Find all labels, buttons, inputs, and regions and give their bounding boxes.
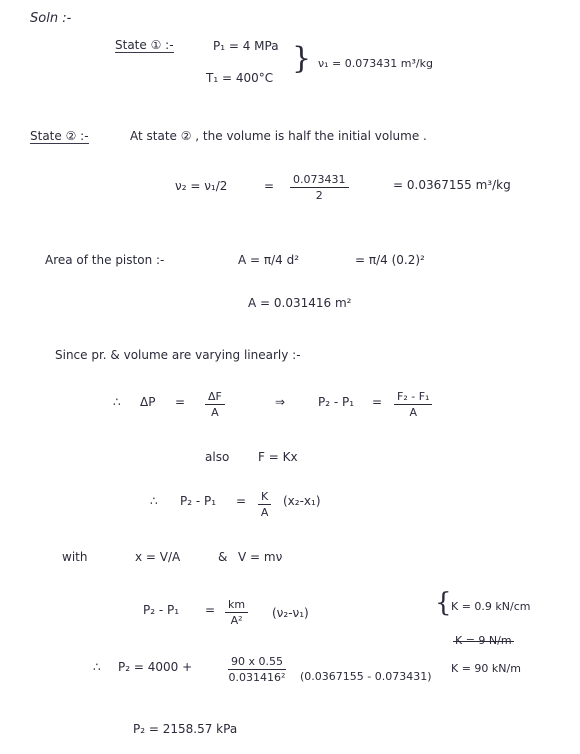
- state1-brace: }: [292, 41, 312, 76]
- area-substitution: = π/4 (0.2)²: [355, 253, 425, 267]
- area-label: Area of the piston :-: [45, 253, 165, 267]
- force-denominator: A: [409, 406, 417, 419]
- spring-constant-m: K = 90 kN/m: [451, 662, 521, 675]
- final-fraction: [228, 655, 286, 684]
- volume-difference: (ν₂-ν₁): [272, 606, 309, 620]
- state2-v2-fraction: [290, 173, 349, 202]
- volume-equation: V = mν: [238, 550, 283, 564]
- pressure-equals: =: [205, 603, 216, 617]
- area-formula: A = π/4 d²: [238, 253, 300, 267]
- delta-p: ΔP: [140, 395, 156, 409]
- linear-note: Since pr. & volume are varying linearly :-: [55, 348, 301, 362]
- delta-f-denominator: A: [211, 406, 219, 419]
- struck-spring-constant: [455, 634, 512, 648]
- ampersand: &: [218, 550, 228, 564]
- force-numerator: F₂ - F₁: [394, 390, 432, 405]
- state2-label: State ② :-: [30, 129, 89, 143]
- km-numerator: km: [225, 598, 248, 613]
- delta-f-fraction: [205, 390, 225, 419]
- state2-v2-numerator: 0.073431: [290, 173, 349, 188]
- state2-v2-equals: =: [264, 179, 275, 193]
- struck-spring-constant-text: K = 9 N/m: [455, 634, 512, 647]
- implies-arrow: ⇒: [275, 395, 286, 409]
- spring-constant-cm: K = 0.9 kN/cm: [451, 600, 531, 613]
- pressure-difference-2-equals: =: [236, 494, 247, 508]
- km-fraction: [225, 598, 248, 627]
- side-note-brace: {: [435, 588, 452, 618]
- displacement-difference: (x₂-x₁): [283, 494, 321, 508]
- k-denominator: A: [260, 506, 269, 519]
- force-fraction: [394, 390, 432, 419]
- k-numerator: K: [258, 490, 271, 505]
- pressure-lhs: P₂ - P₁: [143, 603, 180, 617]
- state1-pressure: P₁ = 4 MPa: [213, 39, 279, 53]
- final-numerator: 90 x 0.55: [228, 655, 286, 670]
- state1-label: State ① :-: [115, 38, 174, 52]
- state1-specific-volume: ν₁ = 0.073431 m³/kg: [318, 57, 433, 70]
- area-result: A = 0.031416 m²: [248, 296, 352, 310]
- k-over-a-fraction: [258, 490, 271, 519]
- therefore-symbol-1: ∴: [113, 395, 121, 409]
- therefore-symbol-2: ∴: [150, 494, 158, 508]
- state2-v2-denominator: 2: [315, 189, 323, 202]
- final-p2-start: P₂ = 4000 +: [118, 660, 193, 674]
- final-volume-difference: (0.0367155 - 0.073431): [300, 670, 432, 683]
- force-equation: F = Kx: [258, 450, 298, 464]
- delta-p-equals: =: [175, 395, 186, 409]
- delta-f-numerator: ΔF: [205, 390, 225, 405]
- x-equation: x = V/A: [135, 550, 181, 564]
- state2-v2-result: = 0.0367155 m³/kg: [393, 178, 511, 192]
- therefore-symbol-3: ∴: [93, 660, 101, 674]
- state1-temperature: T₁ = 400°C: [206, 71, 274, 85]
- pressure-difference-equals: =: [372, 395, 383, 409]
- state2-note: At state ② , the volume is half the initial volume .: [130, 129, 427, 143]
- pressure-difference: P₂ - P₁: [318, 395, 355, 409]
- state2-v2-lhs: ν₂ = ν₁/2: [175, 179, 228, 193]
- final-denominator: 0.031416²: [228, 671, 286, 684]
- with-label: with: [62, 550, 88, 564]
- km-denominator: A²: [230, 614, 243, 627]
- final-answer: P₂ = 2158.57 kPa: [133, 722, 238, 736]
- also-label: also: [205, 450, 230, 464]
- solution-heading: Soln :-: [30, 11, 72, 26]
- pressure-difference-2: P₂ - P₁: [180, 494, 217, 508]
